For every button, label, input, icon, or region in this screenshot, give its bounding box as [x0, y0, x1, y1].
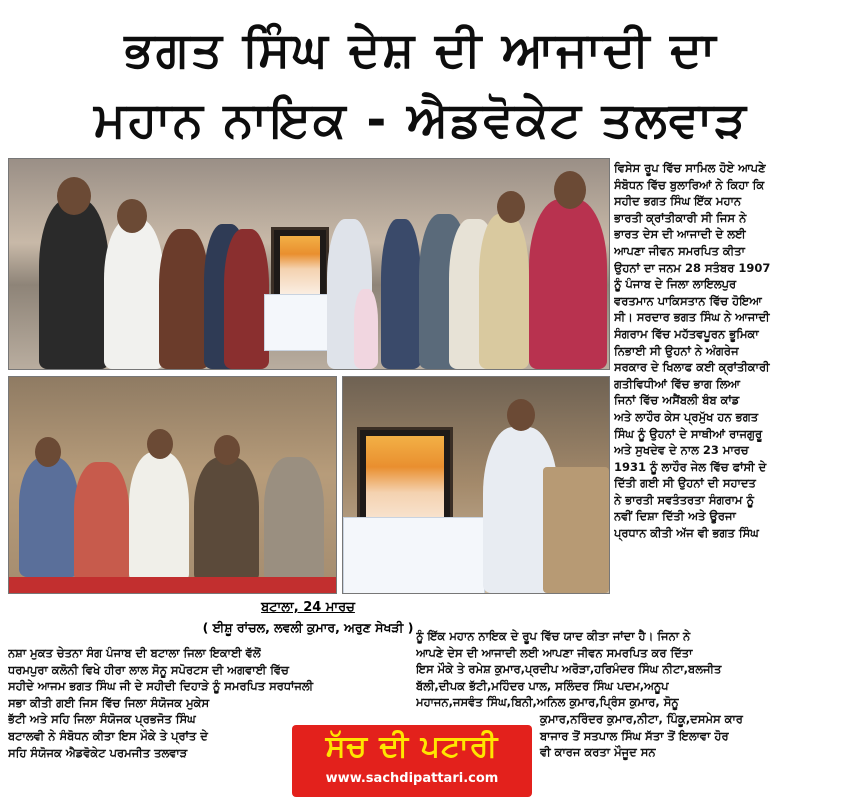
article-lead-text: ਨਸ਼ਾ ਮੁਕਤ ਚੇਤਨਾ ਸੰਗ ਪੰਜਾਬ ਦੀ ਬਟਾਲਾ ਜਿਲਾ ਇਕਾਈ ਵੱਲੋਂ ਧਰਮਪੁਰਾ ਕਲੋਨੀ ਵਿਖੇ ਹੀਰਾ ਲਾਲ ਸੋਨੂ ਸਪੋਰਟਸ ਦੀ ਅਗਵਾਈ ਵਿੱਚ ਸਹੀਦੇ ਆਜਮ ਭਗਤ ਸਿੰਘ ਜੀ ਦੇ ਸਹੀਦੀ ਦਿਹਾੜੇ ਨੂੰ ਸਮਰਪਿਤ ਸਰਧਾਂਜਲੀ ਸਭਾ ਕੀਤੀ ਗਈ ਜਿਸ ਵਿੱਚ ਜਿਲਾ ਸੰਯੋਜਕ ਮੁਕੇਸ ਭੱਟੀ ਅਤੇ ਸਹਿ ਜਿਲਾ ਸੰਯੋਜਕ ਪ੍ਰਭਜੋਤ ਸਿੰਘ ਬਟਾਲਵੀ ਨੇ ਸੰਬੋਧਨ ਕੀਤਾ ਇਸ ਮੌਕੇ ਤੇ ਪ੍ਰਾਂਤ ਦੇ ਸਹਿ ਸੰਯੋਜਕ ਐਡਵੋਕੇਟ ਪਰਮਜੀਤ ਤਲਵਾੜ	[8, 646, 314, 760]
group-photo-seated	[8, 376, 337, 594]
logo-url: www.sachdipattari.com	[325, 771, 499, 786]
article-right-column: ਵਿਸੇਸ ਰੂਪ ਵਿੱਚ ਸਾਮਿਲ ਹੋਏ ਆਪਣੇ ਸੰਬੋਧਨ ਵਿੱਚ ਬੁਲਾਰਿਆਂ ਨੇ ਕਿਹਾ ਕਿ ਸਹੀਦ ਭਗਤ ਸਿੰਘ ਇੱਕ ਮਹਾਨ ਭਾਰਤੀ ਕ੍ਰਾਂਤੀਕਾਰੀ ਸੀ ਜਿਸ ਨੇ ਭਾਰਤ ਦੇਸ ਦੀ ਆਜਾਦੀ ਦੇ ਲਈ ਆਪਣਾ ਜੀਵਨ ਸਮਰਪਿਤ ਕੀਤਾ ਉਹਨਾਂ ਦਾ ਜਨਮ 28 ਸਤੰਬਰ 1907 ਨੂੰ ਪੰਜਾਬ ਦੇ ਜਿਲਾ ਲਾਇਲਪੁਰ ਵਰਤਮਾਨ ਪਾਕਿਸਤਾਨ ਵਿੱਚ ਹੋਇਆ ਸੀ। ਸਰਦਾਰ ਭਗਤ ਸਿੰਘ ਨੇ ਆਜਾਦੀ ਸੰਗਰਾਮ ਵਿੱਚ ਮਹੱਤਵਪੂਰਨ ਭੂਮਿਕਾ ਨਿਭਾਈ ਸੀ ਉਹਨਾਂ ਨੇ ਅੰਗਰੇਜ ਸਰਕਾਰ ਦੇ ਖਿਲਾਫ ਕਈ ਕ੍ਰਾਂਤੀਕਾਰੀ ਗਤੀਵਿਧੀਆਂ ਵਿੱਚ ਭਾਗ ਲਿਆ ਜਿਨਾਂ ਵਿੱਚ ਅਸੈਂਬਲੀ ਬੰਬ ਕਾਂਡ ਅਤੇ ਲਾਹੌਰ ਕੇਸ ਪ੍ਰਮੁੱਖ ਹਨ ਭਗਤ ਸਿੰਘ ਨੂੰ ਉਹਨਾਂ ਦੇ ਸਾਥੀਆਂ ਰਾਜਗੁਰੂ ਅਤੇ ਸੁਖਦੇਵ ਦੇ ਨਾਲ 23 ਮਾਰਚ 1931 ਨੂੰ ਲਾਹੌਰ ਜੇਲ ਵਿੱਚ ਫਾਂਸੀ ਦੇ ਦਿੱਤੀ ਗਈ ਸੀ ਉਹਨਾਂ ਦੀ ਸਹਾਦਤ ਨੇ ਭਾਰਤੀ ਸਵਤੰਤਰਤਾ ਸੰਗਰਾਮ ਨੂੰ ਨਵੀਂ ਦਿਸ਼ਾ ਦਿੱਤੀ ਅਤੇ ਊਰਜਾ ਪ੍ਰਧਾਨ ਕੀਤੀ ਅੱਜ ਵੀ ਭਗਤ ਸਿੰਘ	[614, 161, 771, 541]
logo-title: ਸੱਚ ਦੀ ਪਟਾਰੀ	[325, 729, 499, 764]
publication-logo	[292, 725, 532, 797]
article-continued-text: ਨੂੰ ਇੱਕ ਮਹਾਨ ਨਾਇਕ ਦੇ ਰੂਪ ਵਿੱਚ ਯਾਦ ਕੀਤਾ ਜਾਂਦਾ ਹੈ। ਜਿਨਾ ਨੇ ਆਪਣੇ ਦੇਸ ਦੀ ਆਜਾਦੀ ਲਈ ਆਪਣਾ ਜੀਵਨ ਸਮਰਪਿਤ ਕਰ ਦਿੱਤਾ ਇਸ ਮੌਕੇ ਤੇ ਰਮੇਸ਼ ਕੁਮਾਰ,ਪ੍ਰਦੀਪ ਅਰੋੜਾ,ਹਰਿਮੰਦਰ ਸਿੰਘ ਨੀਟਾ,ਬਲਜੀਤ ਬੱਲੀ,ਦੀਪਕ ਭੱਟੀ,ਮਹਿੰਦਰ ਪਾਲ, ਸਲਿੰਦਰ ਸਿੰਘ ਪਦਮ,ਅਨੂਪ ਮਹਾਜਨ,ਜਸਵੰਤ ਸਿੰਘ,ਬਿਨੀ,ਅਨਿਲ ਕੁਮਾਰ,ਪ੍ਰਿੰਸ ਕੁਮਾਰ, ਸੋਨੂ ਕੁਮਾਰ,ਨਰਿੰਦਰ ਕੁਮਾਰ,ਨੀਟਾ, ਪਿੰਕੂ,ਦਸਮੇਸ ਕਾਰ ਬਾਜਾਰ ਤੋਂ ਸਤਪਾਲ ਸਿੰਘ ਸੱਤਾ ਤੋਂ ਇਲਾਵਾ ਹੋਰ ਵੀ ਕਾਰਜ ਕਰਤਾ ਮੌਜੂਦ ਸਨ	[416, 629, 743, 760]
group-photo-top	[8, 158, 610, 370]
headline-line-2: ਮਹਾਨ ਨਾਇਕ - ਐਡਵੋਕੇਟ ਤਲਵਾੜ	[94, 92, 748, 148]
dateline: ਬਟਾਲਾ, 24 ਮਾਰਚ	[261, 600, 355, 615]
headline-line-1: ਭਗਤ ਸਿੰਘ ਦੇਸ਼ ਦੀ ਆਜਾਦੀ ਦਾ	[124, 22, 718, 78]
byline: ( ਈਸ਼ੂ ਰਾਂਚਲ, ਲਵਲੀ ਕੁਮਾਰ, ਅਰੁਣ ਸੇਖੜੀ )	[202, 620, 414, 635]
portrait-photo	[342, 376, 610, 594]
